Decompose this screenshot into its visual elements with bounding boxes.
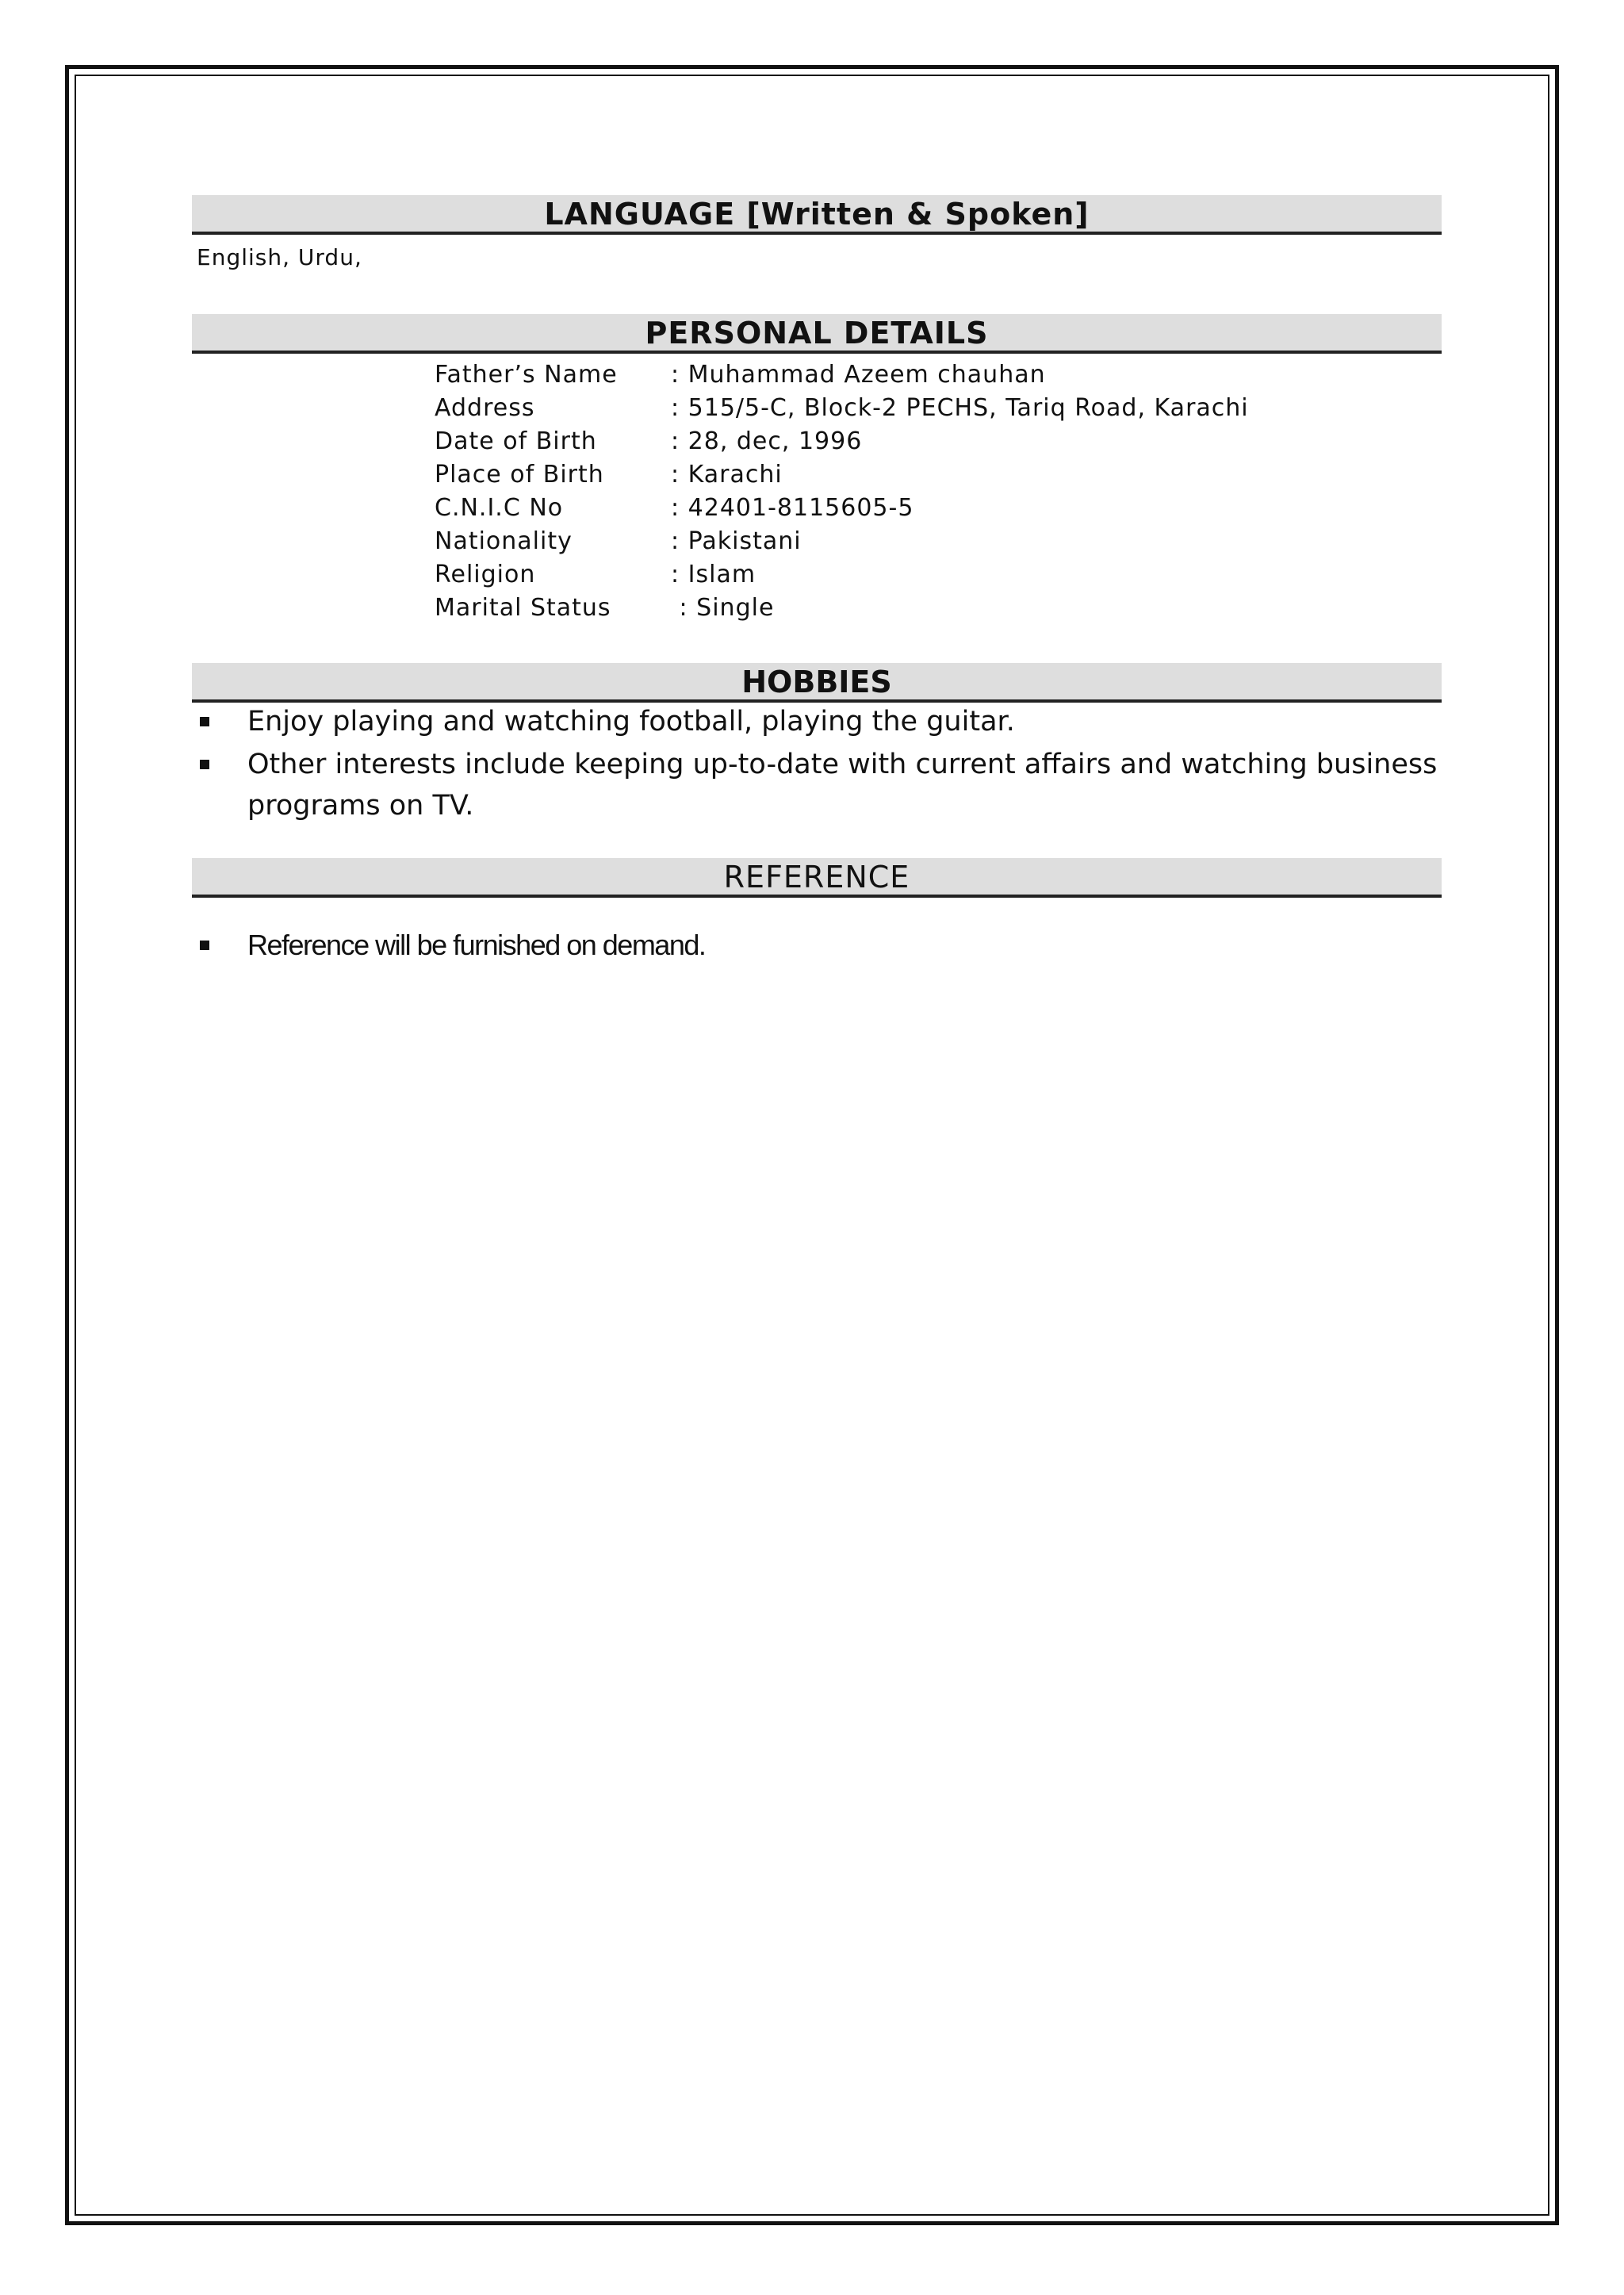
detail-row-address [435, 392, 1249, 425]
detail-label: Father’s Name [435, 361, 618, 389]
detail-label: Date of Birth [435, 427, 597, 455]
detail-value: : Islam [671, 561, 756, 588]
detail-label: Place of Birth [435, 461, 604, 489]
detail-value: : Karachi [671, 461, 783, 489]
hobbies-list [192, 701, 1442, 826]
detail-value: : 28, dec, 1996 [671, 427, 863, 455]
square-bullet-icon [200, 717, 209, 726]
detail-label: C.N.I.C No [435, 494, 564, 522]
list-item [192, 925, 1442, 967]
detail-value: : Single [671, 594, 775, 622]
list-item [192, 744, 1442, 826]
hobby-text: Other interests include keeping up-to-date with current affairs and watching business programs on TV. [247, 749, 1438, 822]
detail-label: Religion [435, 561, 536, 588]
hobby-text: Enjoy playing and watching football, playing the guitar. [247, 706, 1015, 738]
hobbies-heading: HOBBIES [192, 663, 1442, 703]
detail-row-nationality [435, 525, 1249, 558]
reference-list [192, 925, 1442, 967]
detail-value: : 515/5-C, Block-2 PECHS, Tariq Road, Karachi [671, 394, 1249, 422]
detail-label: Address [435, 394, 535, 422]
detail-label: Marital Status [435, 594, 611, 622]
language-text: English, Urdu, [197, 244, 362, 270]
reference-text: Reference will be furnished on demand. [247, 929, 706, 961]
list-item [192, 701, 1442, 742]
detail-row-fathers-name [435, 358, 1249, 392]
personal-details-heading: PERSONAL DETAILS [192, 314, 1442, 354]
detail-row-date-of-birth [435, 425, 1249, 458]
square-bullet-icon [200, 941, 209, 950]
detail-row-cnic [435, 492, 1249, 525]
detail-row-marital-status [435, 592, 1249, 625]
detail-value: : 42401-8115605-5 [671, 494, 914, 522]
detail-label: Nationality [435, 527, 573, 555]
square-bullet-icon [200, 760, 209, 769]
personal-details-table [435, 358, 1249, 625]
detail-value: : Muhammad Azeem chauhan [671, 361, 1046, 389]
reference-heading: REFERENCE [192, 858, 1442, 898]
language-heading: LANGUAGE [Written & Spoken] [192, 195, 1442, 235]
detail-value: : Pakistani [671, 527, 802, 555]
detail-row-place-of-birth [435, 458, 1249, 492]
detail-row-religion [435, 558, 1249, 592]
